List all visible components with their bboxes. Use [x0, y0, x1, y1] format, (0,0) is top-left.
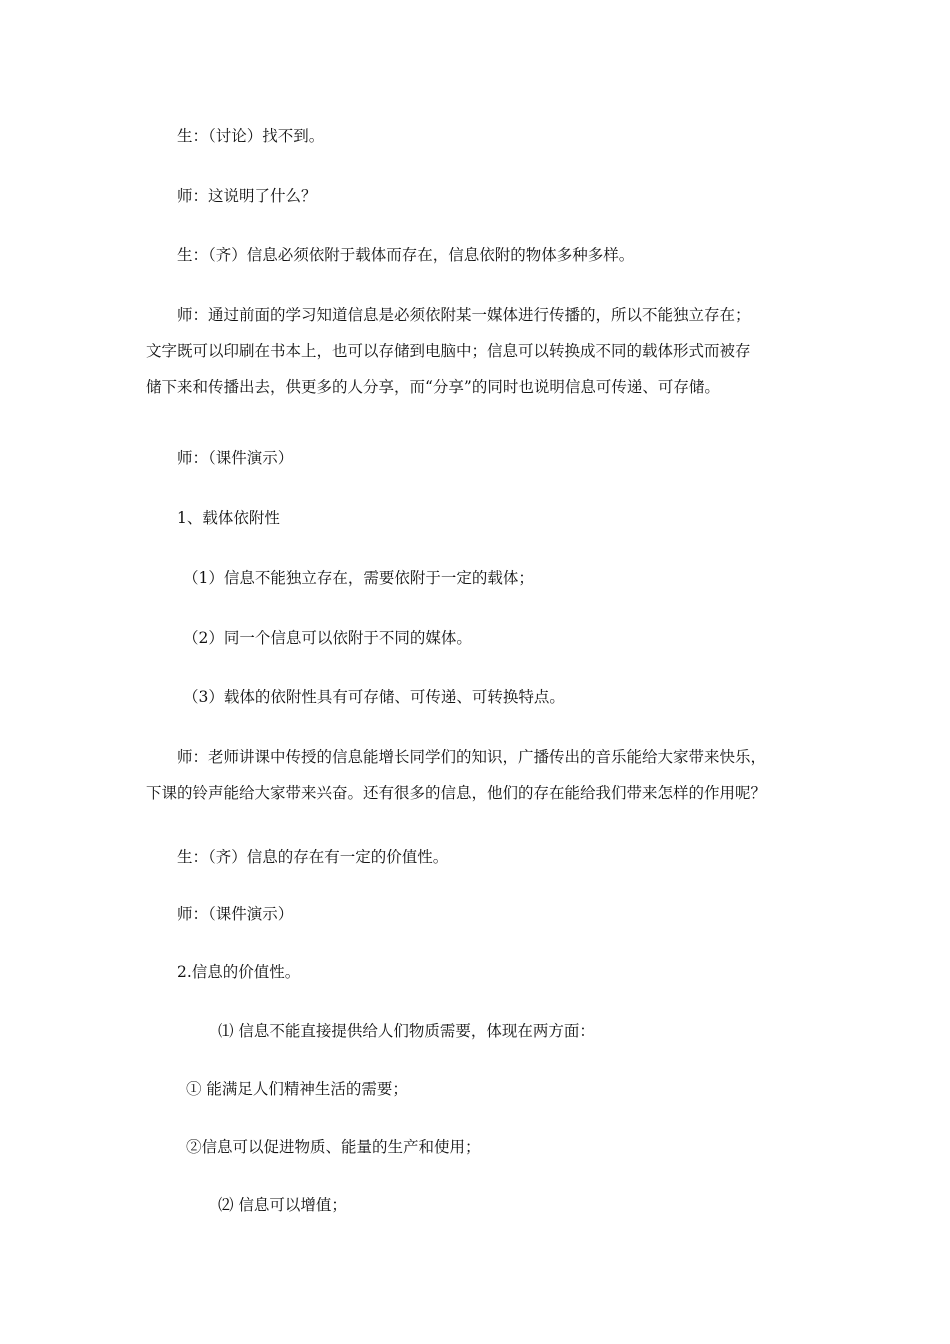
paragraph-teacher-value-question [146, 739, 811, 811]
list-item-2: （2）同一个信息可以依附于不同的媒体。 [183, 629, 472, 647]
paragraph-student-answer-carrier: 生：（齐）信息必须依附于载体而存在，信息依附的物体多种多样。 [177, 246, 635, 264]
list-item-value-1a: ① 能满足人们精神生活的需要； [186, 1080, 408, 1098]
paragraph-student-discussion: 生：（讨论）找不到。 [177, 127, 325, 145]
list-item-value-1: ⑴ 信息不能直接提供给人们物质需要，体现在两方面： [218, 1022, 595, 1040]
paragraph-student-answer-value: 生：（齐）信息的存在有一定的价值性。 [177, 848, 449, 866]
list-item-3: （3）载体的依附性具有可存储、可传递、可转换特点。 [183, 688, 565, 706]
paragraph-line: 师：老师讲课中传授的信息能增长同学们的知识，广播传出的音乐能给大家带来快乐， [177, 748, 767, 766]
heading-carrier-dependency: 1、载体依附性 [177, 509, 280, 527]
paragraph-line: 下课的铃声能给大家带来兴奋。还有很多的信息，他们的存在能给我们带来怎样的作用呢？ [146, 784, 767, 802]
paragraph-courseware-demo-2: 师：（课件演示） [177, 905, 294, 923]
heading-value-of-information: 2.信息的价值性。 [177, 963, 301, 981]
paragraph-teacher-explanation [146, 297, 811, 405]
paragraph-line: 文字既可以印刷在书本上，也可以存储到电脑中；信息可以转换成不同的载体形式而被存 [146, 342, 751, 360]
paragraph-line: 储下来和传播出去，供更多的人分享，而“分享”的同时也说明信息可传递、可存储。 [146, 378, 720, 396]
list-item-value-1b: ②信息可以促进物质、能量的生产和使用； [186, 1138, 481, 1156]
paragraph-teacher-question: 师：这说明了什么？ [177, 187, 317, 205]
list-item-1: （1）信息不能独立存在，需要依附于一定的载体； [183, 569, 534, 587]
list-item-value-2: ⑵ 信息可以增值； [218, 1196, 347, 1214]
paragraph-courseware-demo-1: 师：（课件演示） [177, 449, 294, 467]
paragraph-line: 师：通过前面的学习知道信息是必须依附某一媒体进行传播的，所以不能独立存在； [177, 306, 751, 324]
